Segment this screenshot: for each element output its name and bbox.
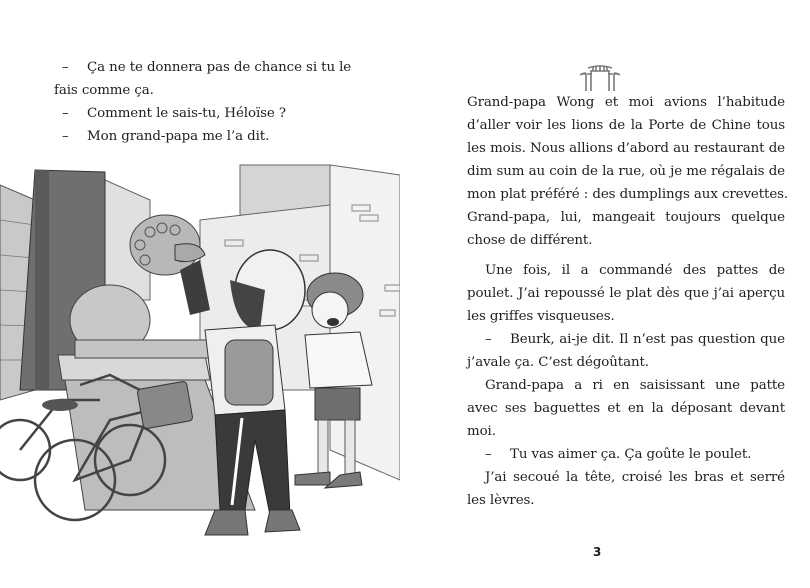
- dialogue-line: [485, 445, 751, 464]
- text-line: chose de différent.: [467, 233, 593, 248]
- text-line: Grand-papa, lui, mangeait toujours quelque: [467, 210, 785, 225]
- text-line: d’aller voir les lions de la Porte de Chine tous: [467, 118, 785, 133]
- dialogue-dash: –: [62, 129, 69, 144]
- text-line: moi.: [467, 424, 496, 439]
- text-line: J’ai secoué la tête, croisé les bras et serré: [485, 470, 785, 485]
- text: Comment le sais-tu, Héloïse ?: [87, 106, 286, 121]
- text-line: Une fois, il a commandé des pattes de: [485, 263, 785, 278]
- text-line: avec ses baguettes et en la déposant devant: [467, 401, 785, 416]
- text: Beurk, ai-je dit. Il n’est pas question que: [510, 332, 785, 347]
- dialogue-dash: –: [62, 106, 69, 121]
- text: Ça ne te donnera pas de chance si tu le: [87, 60, 352, 75]
- illustration-lion-statue: [0, 160, 400, 540]
- text-line: les mois. Nous allions d’abord au restaurant de: [467, 141, 785, 156]
- chinese-gate-icon: [578, 62, 622, 92]
- dialogue-line: [62, 58, 352, 77]
- text-line: Grand-papa a ri en saisissant une patte: [485, 378, 785, 393]
- text: Mon grand-papa me l’a dit.: [87, 129, 270, 144]
- text-line: les lèvres.: [467, 493, 535, 508]
- text-line: poulet. J’ai repoussé le plat dès que j’ai aperçu: [467, 286, 785, 301]
- text-line: mon plat préféré : des dumplings aux crevettes.: [467, 187, 789, 202]
- dialogue-dash: –: [485, 447, 492, 462]
- text-line: les griffes visqueuses.: [467, 309, 615, 324]
- text-line: Grand-papa Wong et moi avions l’habitude: [467, 95, 785, 110]
- text-line: fais comme ça.: [54, 83, 154, 98]
- dialogue-line: [62, 127, 269, 146]
- dialogue-dash: –: [485, 332, 492, 347]
- page-number: 3: [593, 545, 602, 559]
- text-line: dim sum au coin de la rue, où je me régalais de: [467, 164, 785, 179]
- text: Tu vas aimer ça. Ça goûte le poulet.: [510, 447, 752, 462]
- dialogue-line: [62, 104, 286, 123]
- dialogue-line: [485, 330, 785, 349]
- text-line: j’avale ça. C’est dégoûtant.: [467, 355, 649, 370]
- dialogue-dash: –: [62, 60, 69, 75]
